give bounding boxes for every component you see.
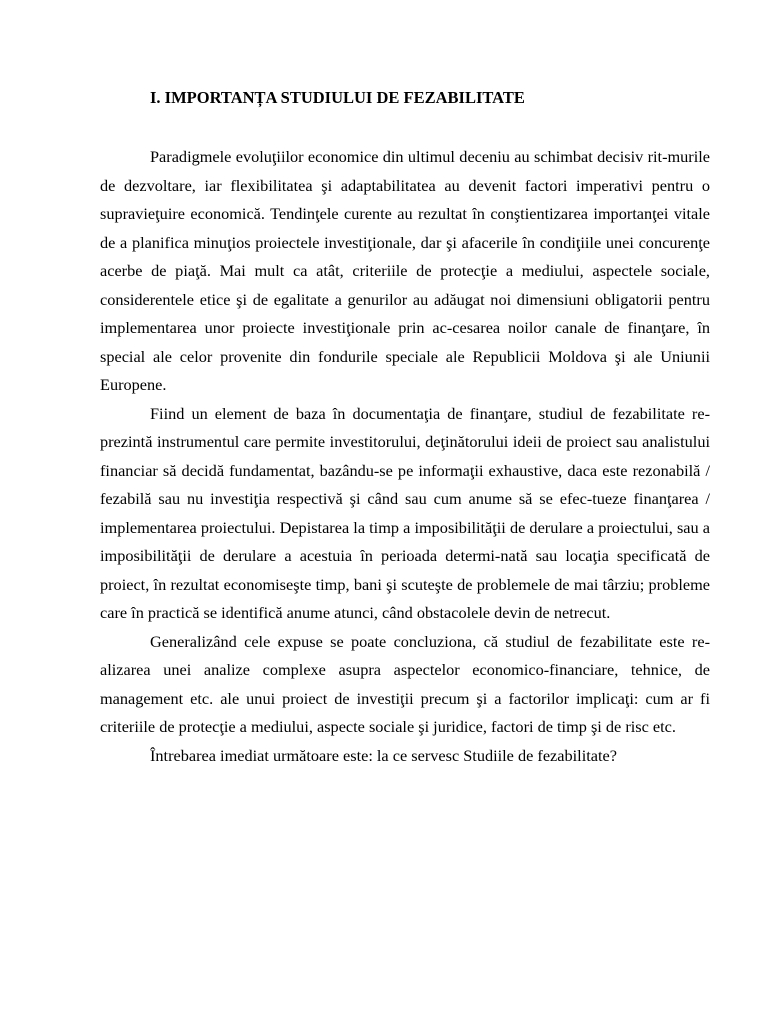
paragraph: Fiind un element de baza în documentaţia de finanţare, studiul de fezabilitate re-prezintă instrumentul care permite investitorului, deţinătorului ideii de proiect sau analistului financiar să decidă fundamentat, bazându-se pe informaţii exhaustive, daca este rezonabilă / fezabilă sau nu investiţia respectivă şi când sau cum anume să se efec-tueze finanţarea / implementarea proiectului. Depistarea la timp a imposibilităţii de derulare a proiectului, sau a imposibilităţii de derulare a acestuia în perioada determi-nată sau locaţia specificată de proiect, în rezultat economiseşte timp, bani şi scuteşte de problemele de mai târziu; probleme care în practică se identifică anume atunci, când obstacolele devin de netrecut. (100, 403, 710, 622)
paragraph: Paradigmele evoluţiilor economice din ultimul deceniu au schimbat decisiv rit-murile de dezvoltare, iar flexibilitatea şi adaptabilitatea au devenit factori imperativi pentru o supravieţuire economică. Tendinţele curente au rezultat în conştientizarea importanţei vitale de a planifica minuţios proiectele investiţionale, dar şi afacerile în condiţiile unei concurenţe acerbe de piaţă. Mai mult ca atât, criteriile de protecţie a mediului, aspectele sociale, considerentele etice şi de egalitate a genurilor au adăugat noi dimensiuni obligatorii pentru implementarea unor proiecte investiţionale prin ac-cesarea noilor canale de finanţare, în special ale celor provenite din fondurile speciale ale Republicii Moldova şi ale Uniunii Europene. (100, 147, 710, 394)
paragraph: Generalizând cele expuse se poate concluziona, că studiul de fezabilitate este re-alizarea unei analize complexe asupra aspectelor economico-financiare, tehnice, de management etc. ale unui proiect de investiţii precum şi a factorilor implicaţi: cum ar fi criteriile de protecţie a mediului, aspecte sociale şi juridice, factori de timp şi de risc etc. (100, 631, 710, 736)
body-text (100, 143, 710, 770)
section-heading: I. IMPORTANȚA STUDIULUI DE FEZABILITATE (150, 88, 525, 107)
paragraph: Întrebarea imediat următoare este: la ce servesc Studiile de fezabilitate? (150, 745, 617, 765)
